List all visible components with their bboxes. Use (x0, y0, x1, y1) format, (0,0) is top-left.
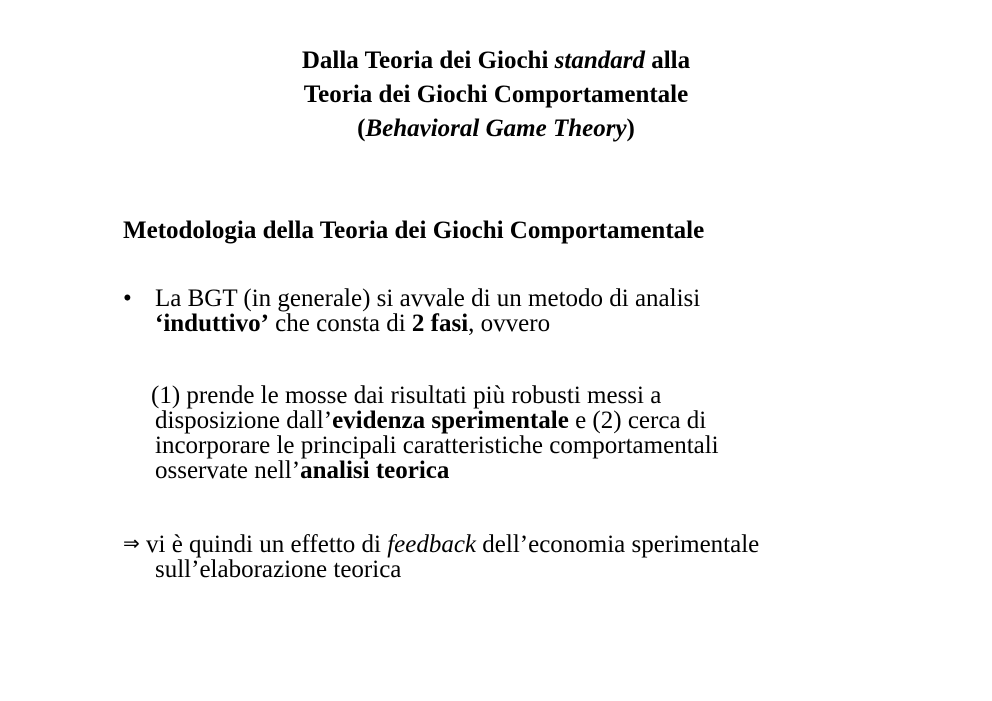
bullet-text-part: , ovvero (468, 310, 551, 337)
bullet-text (155, 286, 700, 336)
title-italic-behavioral: Behavioral Game Theory (365, 115, 627, 142)
title-line-3 (0, 112, 992, 146)
bold-evidenza-sperimentale: evidenza sperimentale (332, 407, 569, 434)
conclusion-line-2: sull’elaborazione teorica (155, 556, 402, 583)
conclusion-text: vi è quindi un effetto di (139, 531, 388, 558)
title-line-1 (0, 44, 992, 78)
title-text: alla (644, 47, 691, 74)
slide-title (0, 44, 992, 146)
bullet-marker: • (123, 285, 132, 312)
title-italic-standard: standard (554, 47, 645, 74)
bold-analisi-teorica: analisi teorica (300, 457, 450, 484)
title-line-2: Teoria dei Giochi Comportamentale (303, 81, 689, 108)
bold-induttivo: ‘induttivo’ (155, 310, 269, 337)
bullet-item (123, 286, 700, 336)
phases-paragraph (151, 383, 719, 483)
conclusion-paragraph (123, 531, 759, 582)
phases-line-2 (155, 408, 719, 433)
bullet-text-part: che consta di (268, 310, 412, 337)
bullet-line-1: La BGT (in generale) si avvale di un metodo di analisi (155, 285, 701, 312)
title-paren-open: ( (357, 115, 366, 142)
conclusion-text: dell’economia sperimentale (476, 531, 760, 558)
phases-line-4 (155, 458, 719, 483)
implies-arrow-icon: ⇒ (123, 531, 140, 555)
bullet-line-2 (155, 311, 700, 336)
bold-2-fasi: 2 fasi (411, 310, 469, 337)
phases-text: disposizione dall’ (155, 407, 333, 434)
phases-line-1: (1) prende le mosse dai risultati più robusti messi a (151, 382, 662, 409)
italic-feedback: feedback (387, 531, 477, 558)
phases-text: osservate nell’ (155, 457, 301, 484)
title-paren-close: ) (626, 115, 635, 142)
conclusion-line-1 (123, 531, 759, 557)
phases-line-3: incorporare le principali caratteristiche comportamentali (155, 432, 719, 459)
phases-text: e (2) cerca di (568, 407, 707, 434)
title-text: Dalla Teoria dei Giochi (301, 47, 555, 74)
section-heading: Metodologia della Teoria dei Giochi Comportamentale (123, 217, 705, 244)
